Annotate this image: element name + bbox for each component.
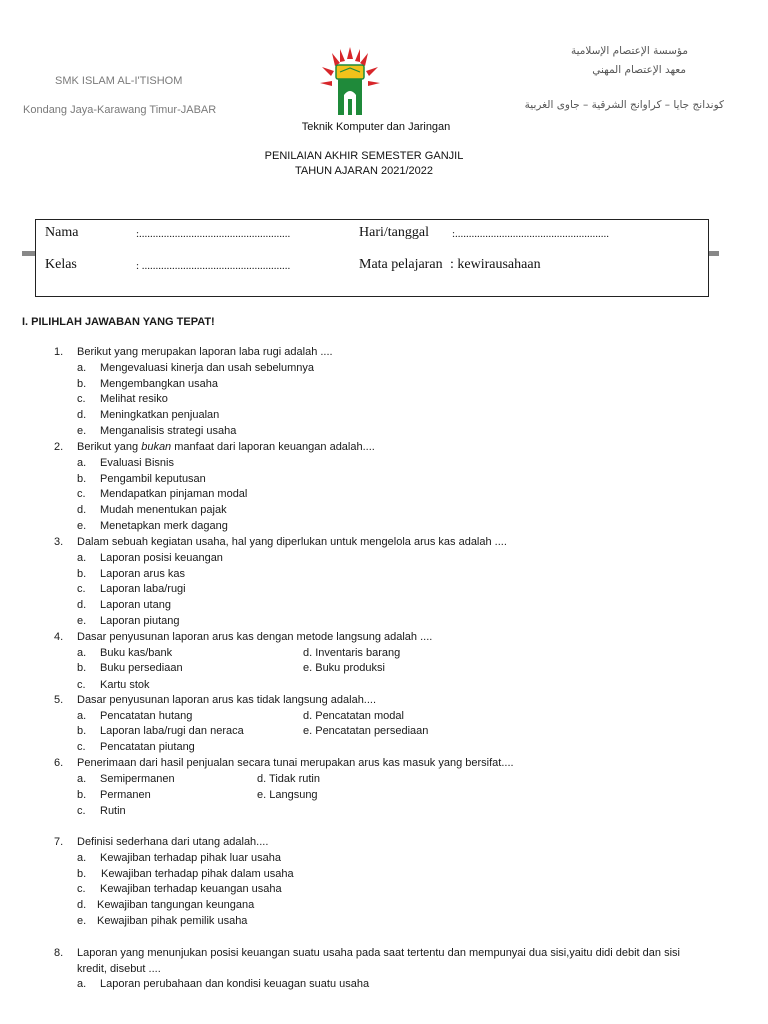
arabic-header-line1: مؤسسة الإعتصام الإسلامية [570,45,688,57]
kelas-label: Kelas [45,257,77,272]
option-text[interactable]: Evaluasi Bisnis [100,457,174,469]
option-text[interactable]: Menganalisis strategi usaha [100,425,237,437]
option-text[interactable]: Laporan laba/rugi [100,583,186,595]
option-text[interactable]: Pencatatan piutang [100,741,195,753]
option-text[interactable]: e. Langsung [257,789,318,801]
section-title: I. PILIHLAH JAWABAN YANG TEPAT! [22,316,215,328]
option-text[interactable]: Kewajiban terhadap pihak luar usaha [100,852,282,864]
question-text: Berikut yang bukan manfaat dari laporan keuangan adalah.... [77,441,375,453]
academic-year: TAHUN AJARAN 2021/2022 [295,165,433,177]
option-text[interactable]: Kewajiban pihak pemilik usaha [97,915,248,927]
option-text[interactable]: Kewajiban terhadap keuangan usaha [100,883,282,895]
arabic-header-line2: معهد الإعتصام المهني [592,64,686,76]
option-text[interactable]: Buku persediaan [100,662,183,674]
question-text: Berikut yang merupakan laporan laba rugi adalah .... [77,346,333,358]
option-text[interactable]: Laporan piutang [100,615,180,627]
option-text[interactable]: Kewajiban terhadap pihak dalam usaha [101,868,294,880]
identity-box [35,219,709,297]
school-name: SMK ISLAM AL-I'TISHOM [55,75,183,87]
option-text[interactable]: Menetapkan merk dagang [100,520,228,532]
option-text[interactable]: Mengevaluasi kinerja dan usah sebelumnya [100,362,315,374]
option-text[interactable]: Mengembangkan usaha [100,378,219,390]
option-text[interactable]: e. Pencatatan persediaan [303,725,429,737]
option-text[interactable]: Mudah menentukan pajak [100,504,227,516]
question-text: Dasar penyusunan laporan arus kas dengan metode langsung adalah .... [77,631,433,643]
option-text[interactable]: Rutin [100,805,126,817]
mapel-value: : kewirausahaan [450,257,541,272]
option-text[interactable]: Pengambil keputusan [100,473,206,485]
question-text-continued: kredit, disebut .... [77,963,161,975]
option-text[interactable]: Meningkatkan penjualan [100,409,220,421]
nama-label: Nama [45,225,79,240]
option-text[interactable]: e. Buku produksi [303,662,385,674]
option-text[interactable]: Laporan laba/rugi dan neraca [100,725,244,737]
question-text: Penerimaan dari hasil penjualan secara tunai merupakan arus kas masuk yang bersifat.... [77,757,514,769]
option-text[interactable]: Mendapatkan pinjaman modal [100,488,248,500]
option-text[interactable]: Laporan perubahaan dan kondisi keuagan suatu usaha [100,978,370,990]
option-text[interactable]: Pencatatan hutang [100,710,193,722]
school-logo [318,45,382,117]
option-text[interactable]: Kewajiban tangungan keungana [97,899,255,911]
left-divider [22,251,35,256]
option-text[interactable]: Buku kas/bank [100,647,173,659]
option-text[interactable]: d. Pencatatan modal [303,710,404,722]
school-address: Kondang Jaya-Karawang Timur-JABAR [23,104,217,116]
option-text[interactable]: Kartu stok [100,679,150,691]
option-text[interactable]: d. Inventaris barang [303,647,401,659]
question-text: Dasar penyusunan laporan arus kas tidak langsung adalah.... [77,694,377,706]
kelas-field[interactable]: : ...................................................... [136,260,291,272]
question-text: Definisi sederhana dari utang adalah.... [77,836,269,848]
option-text[interactable]: Semipermanen [100,773,175,785]
mapel-label: Mata pelajaran [359,257,443,272]
arabic-header-line3: كوندانج جايا – كراوانج الشرقية – جاوى الغربية [524,99,724,111]
department-name: Teknik Komputer dan Jaringan [301,121,451,133]
exam-title: PENILAIAN AKHIR SEMESTER GANJIL [264,150,464,162]
option-text[interactable]: d. Tidak rutin [257,773,320,785]
nama-field[interactable]: :....................................................... [136,228,291,240]
option-text[interactable]: Permanen [100,789,151,801]
option-text[interactable]: Melihat resiko [100,393,168,405]
option-text[interactable]: Laporan utang [100,599,171,611]
question-text: Laporan yang menunjukan posisi keuangan suatu usaha pada saat tertentu dan mempunyai dua sisi,yaitu didi debit dan sisi [77,947,680,959]
question-text: Dalam sebuah kegiatan usaha, hal yang diperlukan untuk mengelola arus kas adalah .... [77,536,507,548]
hari-label: Hari/tanggal [359,225,429,240]
option-text[interactable]: Laporan posisi keuangan [100,552,223,564]
hari-field[interactable]: :........................................................ [452,228,610,240]
option-text[interactable]: Laporan arus kas [100,568,185,580]
right-divider [709,251,719,256]
